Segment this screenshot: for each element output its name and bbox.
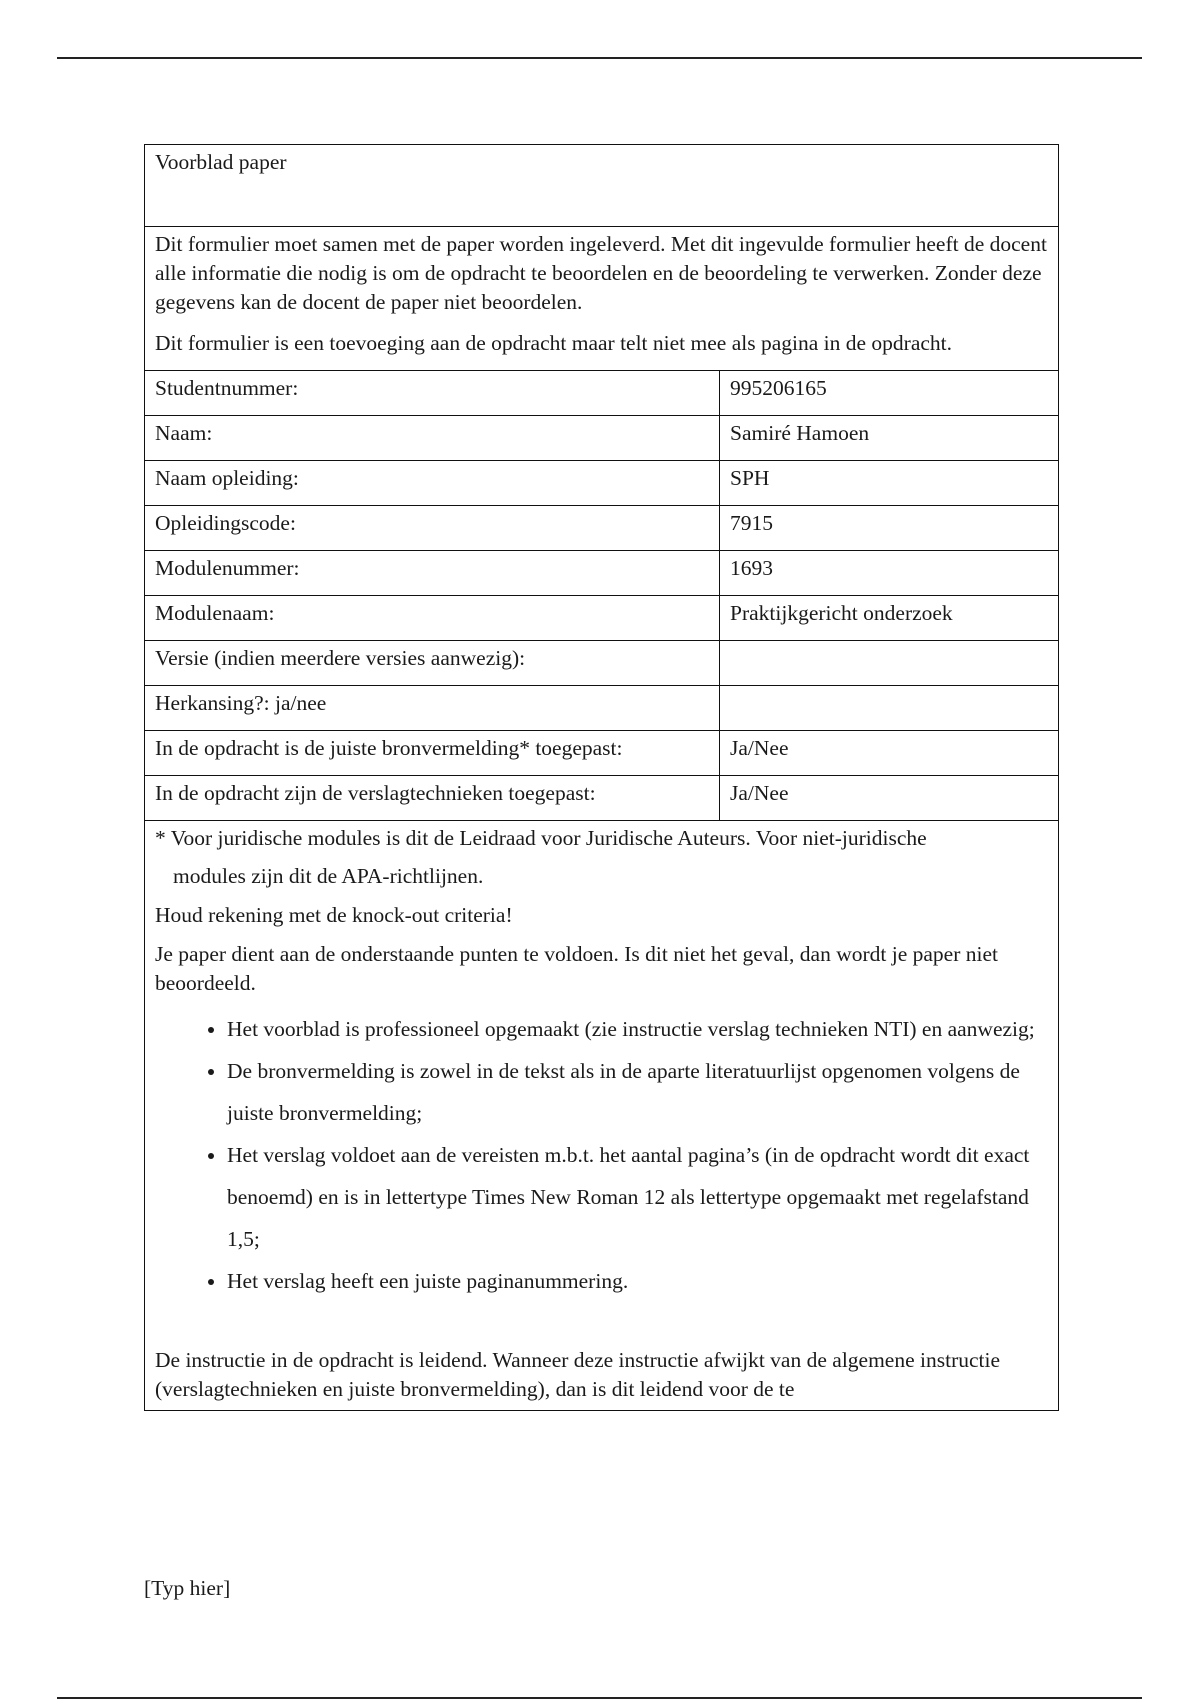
citation-applied-value[interactable]: Ja/Nee [720,731,1059,776]
form-title[interactable]: Voorblad paper [145,145,1059,227]
requirements-intro[interactable]: Je paper dient aan de onderstaande punten te voldoen. Is dit niet het geval, dan wordt je paper niet beoordeeld. [155,942,998,995]
footer-placeholder[interactable]: [Typ hier] [144,1576,231,1600]
footer-rule [57,1697,1142,1699]
cover-form-table [144,144,1059,1411]
student-number-label: Studentnummer: [145,371,720,416]
closing-instruction[interactable]: De instructie in de opdracht is leidend. Wanneer deze instructie afwijkt van de algemene instructie (verslagtechnieken en juiste bronvermelding), dan is dit leidend voor de te [155,1348,1001,1401]
intro-paragraph[interactable]: Dit formulier moet samen met de paper worden ingeleverd. Met dit ingevulde formulier heeft de docent alle informatie die nodig is om de opdracht te beoordelen en de beoordeling te verwerken. Zonder deze gegevens kan de docent de paper niet beoordelen. [155,232,1047,314]
footnote-continuation[interactable]: modules zijn dit de APA-richtlijnen. [173,864,484,888]
version-value[interactable] [720,641,1059,686]
module-number-value[interactable]: 1693 [720,551,1059,596]
citation-applied-label: In de opdracht is de juiste bronvermelding* toegepast: [145,731,720,776]
requirement-item[interactable]: • Het verslag voldoet aan de vereisten m.b.t. het aantal pagina’s (in de opdracht wordt dit exact benoemd) en is in lettertype Times New Roman 12 als lettertype opgemaakt met regelafstand 1,5; [227,1134,1048,1260]
name-value[interactable]: Samiré Hamoen [720,416,1059,461]
requirements-list [155,1008,1048,1302]
program-code-value[interactable]: 7915 [720,506,1059,551]
intro-cell [145,227,1059,371]
header-rule [57,57,1142,59]
knockout-heading[interactable]: Houd rekening met de knock-out criteria! [155,903,513,927]
resit-value[interactable] [720,686,1059,731]
program-name-value[interactable]: SPH [720,461,1059,506]
program-code-label: Opleidingscode: [145,506,720,551]
intro-paragraph[interactable]: Dit formulier is een toevoeging aan de opdracht maar telt niet mee als pagina in de opdracht. [155,331,953,355]
resit-label: Herkansing?: ja/nee [145,686,720,731]
requirement-item[interactable]: • Het voorblad is professioneel opgemaakt (zie instructie verslag technieken NTI) en aanwezig; [227,1008,1048,1050]
module-name-label: Modulenaam: [145,596,720,641]
module-name-value[interactable]: Praktijkgericht onderzoek [720,596,1059,641]
requirement-item[interactable]: • Het verslag heeft een juiste paginanummering. [227,1260,1048,1302]
name-label: Naam: [145,416,720,461]
report-techniques-label: In de opdracht zijn de verslagtechnieken toegepast: [145,776,720,821]
notes-cell [145,821,1059,1411]
report-techniques-value[interactable]: Ja/Nee [720,776,1059,821]
version-label: Versie (indien meerdere versies aanwezig): [145,641,720,686]
module-number-label: Modulenummer: [145,551,720,596]
footnote-text[interactable]: * Voor juridische modules is dit de Leidraad voor Juridische Auteurs. Voor niet-juridische [155,826,927,850]
requirement-item[interactable]: • De bronvermelding is zowel in de tekst als in de aparte literatuurlijst opgenomen volgens de juiste bronvermelding; [227,1050,1048,1134]
student-number-value[interactable]: 995206165 [720,371,1059,416]
program-name-label: Naam opleiding: [145,461,720,506]
